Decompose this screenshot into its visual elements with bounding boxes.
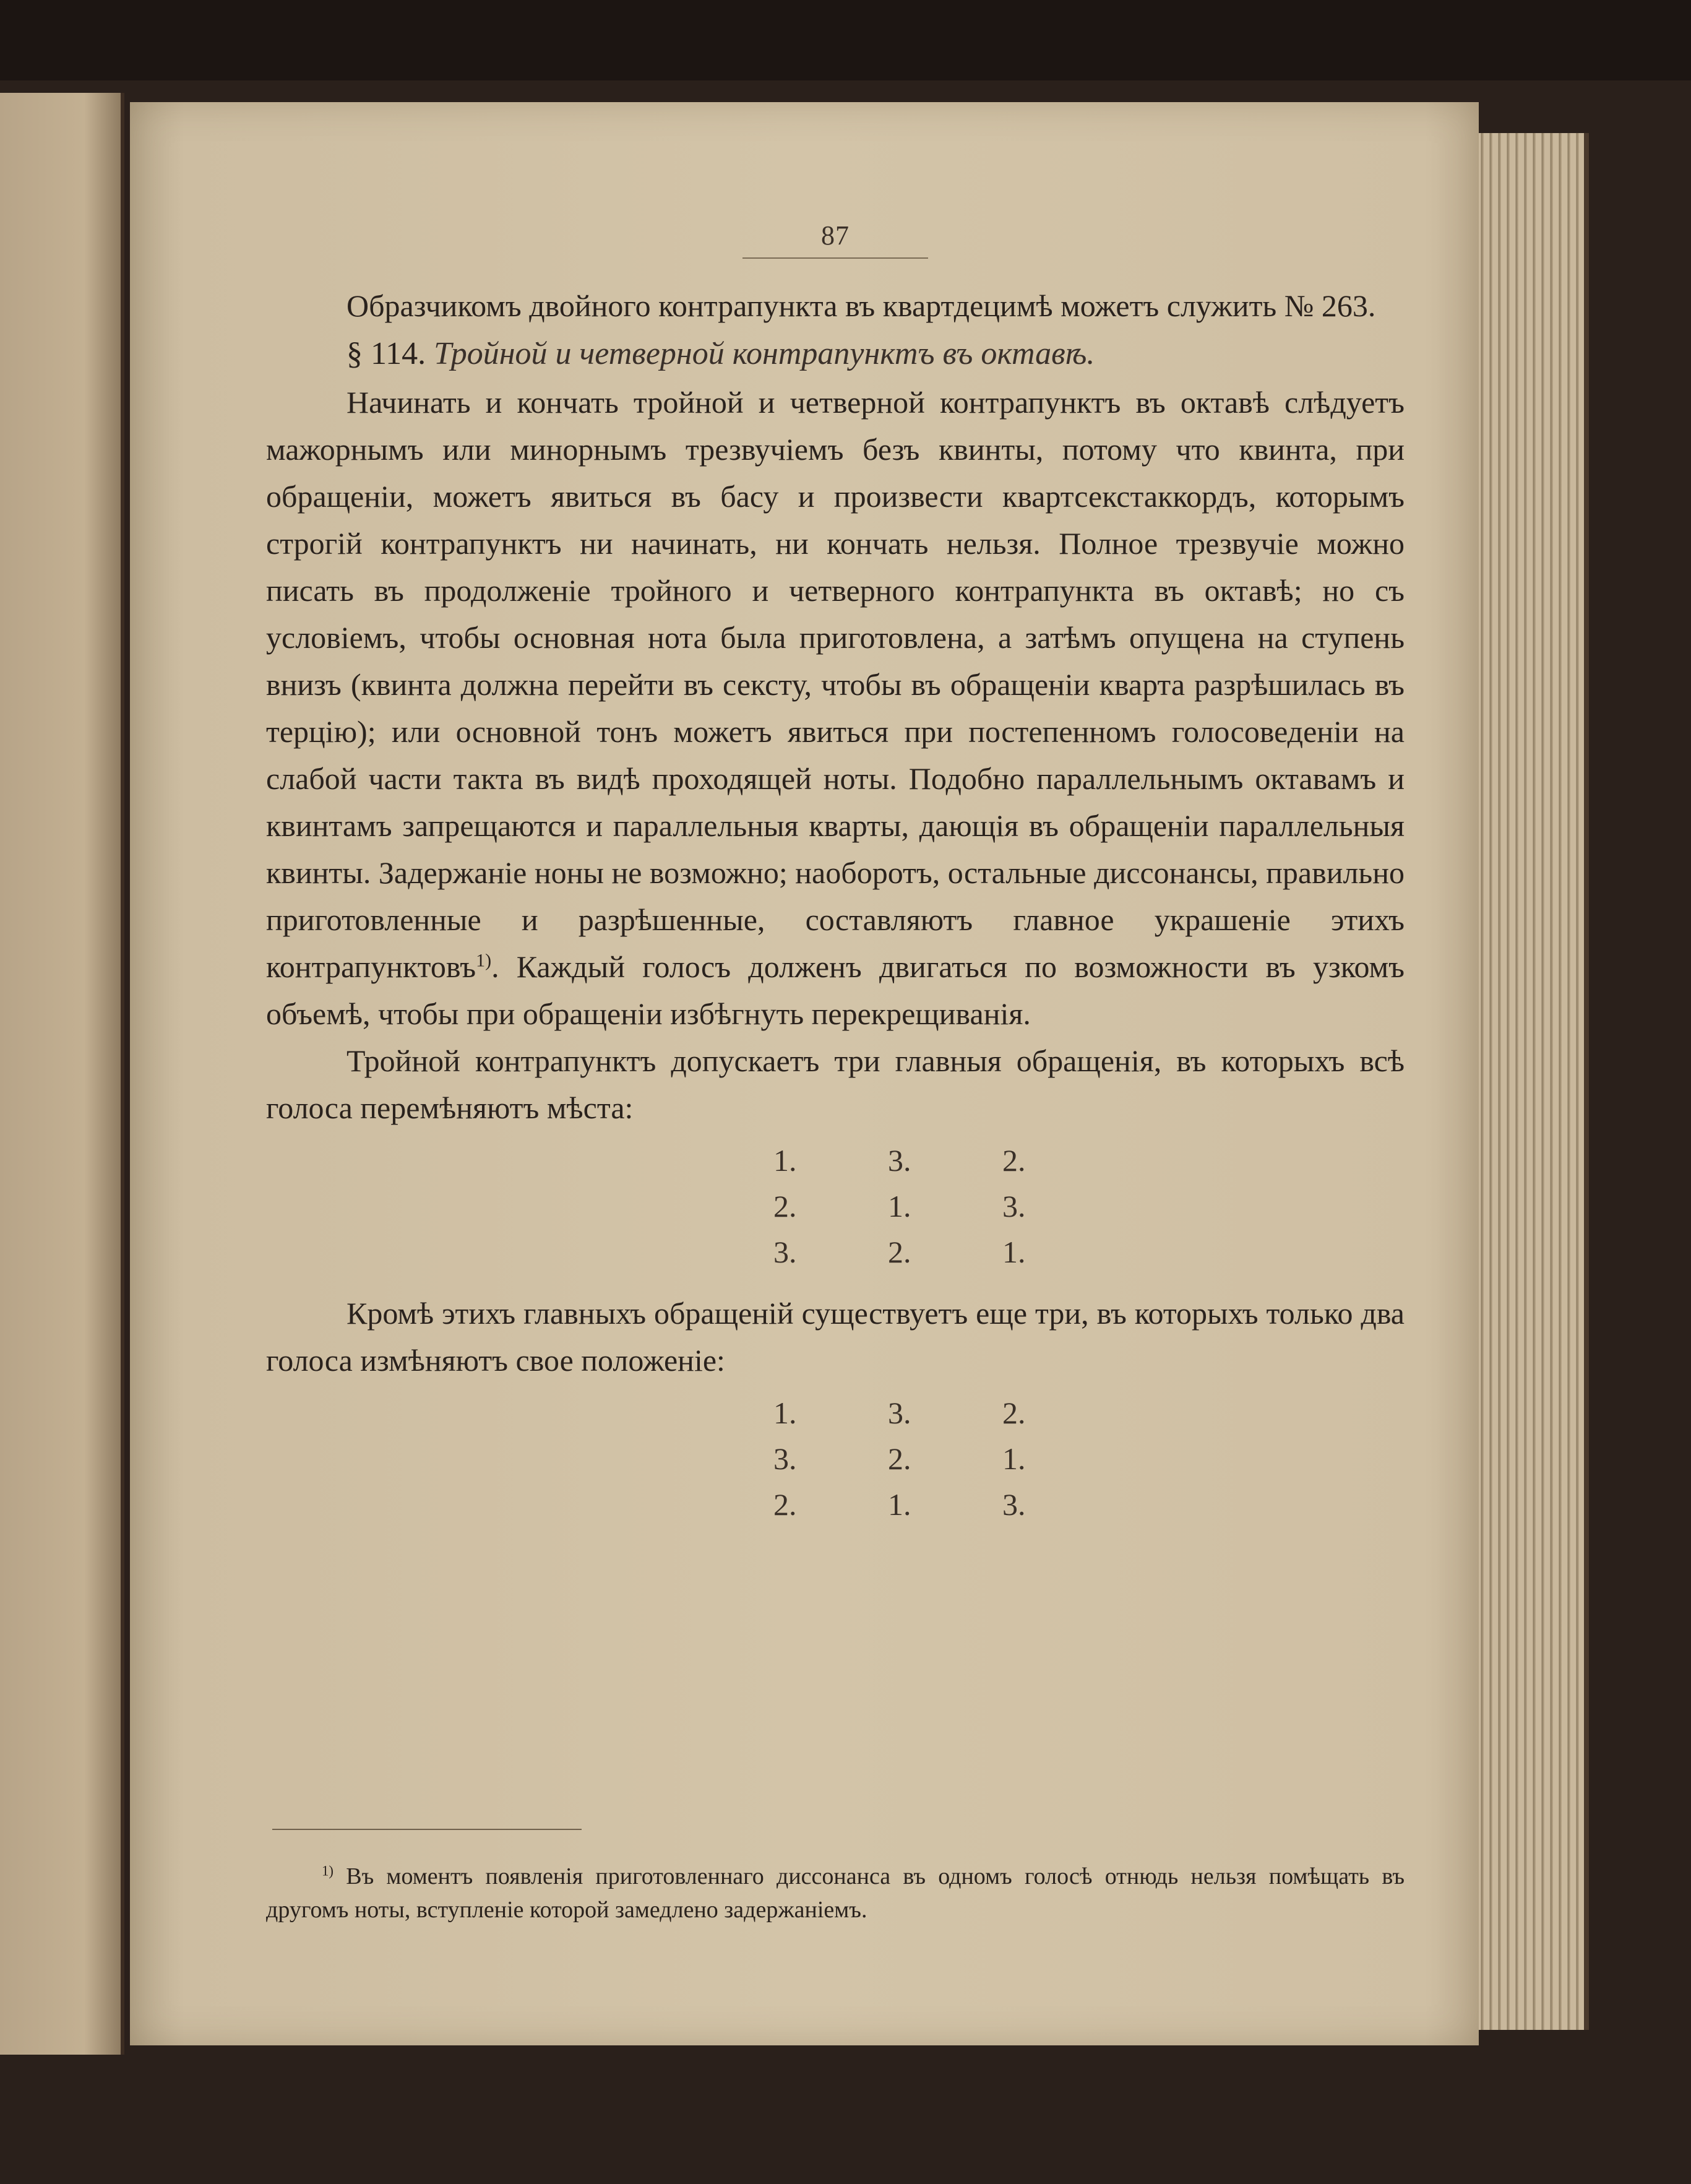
section-title: Тройной и четверной контрапунктъ въ октавѣ. [434,336,1095,371]
footnote-divider [272,1829,582,1830]
table-cell: 2. [773,1189,797,1224]
table-cell: 2. [773,1487,797,1522]
table-cell: 1. [888,1487,911,1522]
page-number: 87 [742,220,928,259]
paragraph-2-text: Начинать и кончать тройной и четверной контрапунктъ въ октавѣ слѣдуетъ мажорнымъ или минорнымъ трезвучіемъ безъ квинты, потому что квинта, при обращеніи, можетъ явиться въ басу и произвести квартсекстаккордъ, которымъ строгій контрапунктъ ни начинать, ни кончать нельзя. Полное трезвучіе можно писать въ продолженіе тройного и четверного контрапункта въ октавѣ; но съ условіемъ, чтобы основная нота была приготовлена, а затѣмъ опущена на ступень внизъ (квинта должна перейти въ сексту, чтобы въ обращеніи кварта разрѣшилась въ терцію); или основной тонъ можетъ явиться при постепенномъ голосоведеніи на слабой части такта въ видѣ проходящей ноты. Подобно параллельнымъ октавамъ и квинтамъ запрещаются и параллельныя кварты, дающія въ обращеніи параллельныя квинты. Задержаніе ноны не возможно; наоборотъ, остальные диссонансы, правильно приготовленные и разрѣшенные, составляютъ главное украшеніе этихъ контрапунктовъ [266,385,1405,984]
table-cell: 3. [888,1396,911,1430]
paragraph-1: Образчикомъ двойного контрапункта въ квартдецимѣ можетъ служить № 263. [346,288,1376,323]
footnote-reference: 1) [476,950,492,971]
paragraph-3: Тройной контрапунктъ допускаетъ три главныя обращенія, въ которыхъ всѣ голоса перемѣняютъ мѣста: [266,1043,1405,1125]
table-cell: 2. [1002,1143,1026,1178]
book-page [130,102,1479,2045]
left-facing-page [0,93,124,2055]
inversion-table-2 [266,1390,1405,1527]
table-cell: 1. [888,1189,911,1224]
table-cell: 2. [1002,1396,1026,1430]
section-heading [266,329,1405,379]
page-edges [1466,133,1589,2030]
footnote-text: Въ моментъ появленія приготовленнаго диссонанса въ одномъ голосѣ отнюдь нельзя помѣщать въ другомъ ноты, вступленіе которой замедлено задержаніемъ. [266,1863,1405,1923]
table-cell: 1. [1002,1235,1026,1269]
table-cell: 2. [888,1441,911,1476]
table-cell: 2. [888,1235,911,1269]
paragraph-4: Кромѣ этихъ главныхъ обращеній существуетъ еще три, въ которыхъ только два голоса измѣняютъ свое положеніе: [266,1296,1405,1378]
table-cell: 3. [1002,1487,1026,1522]
paragraph-2 [266,379,1405,1037]
table-cell: 1. [773,1143,797,1178]
table-cell: 3. [1002,1189,1026,1224]
section-number: § 114. [346,336,426,371]
table-cell: 1. [773,1396,797,1430]
page-text [266,220,1405,1542]
footnote-marker: 1) [322,1863,333,1879]
paragraph-2-text-end: . Каждый голосъ долженъ двигаться по возможности въ узкомъ объемѣ, чтобы при обращеніи избѣгнуть перекрещиванія. [266,949,1405,1031]
footnote [266,1860,1405,1927]
table-cell: 3. [773,1441,797,1476]
table-cell: 3. [773,1235,797,1269]
table-cell: 1. [1002,1441,1026,1476]
table-cell: 3. [888,1143,911,1178]
inversion-table-1 [266,1137,1405,1275]
